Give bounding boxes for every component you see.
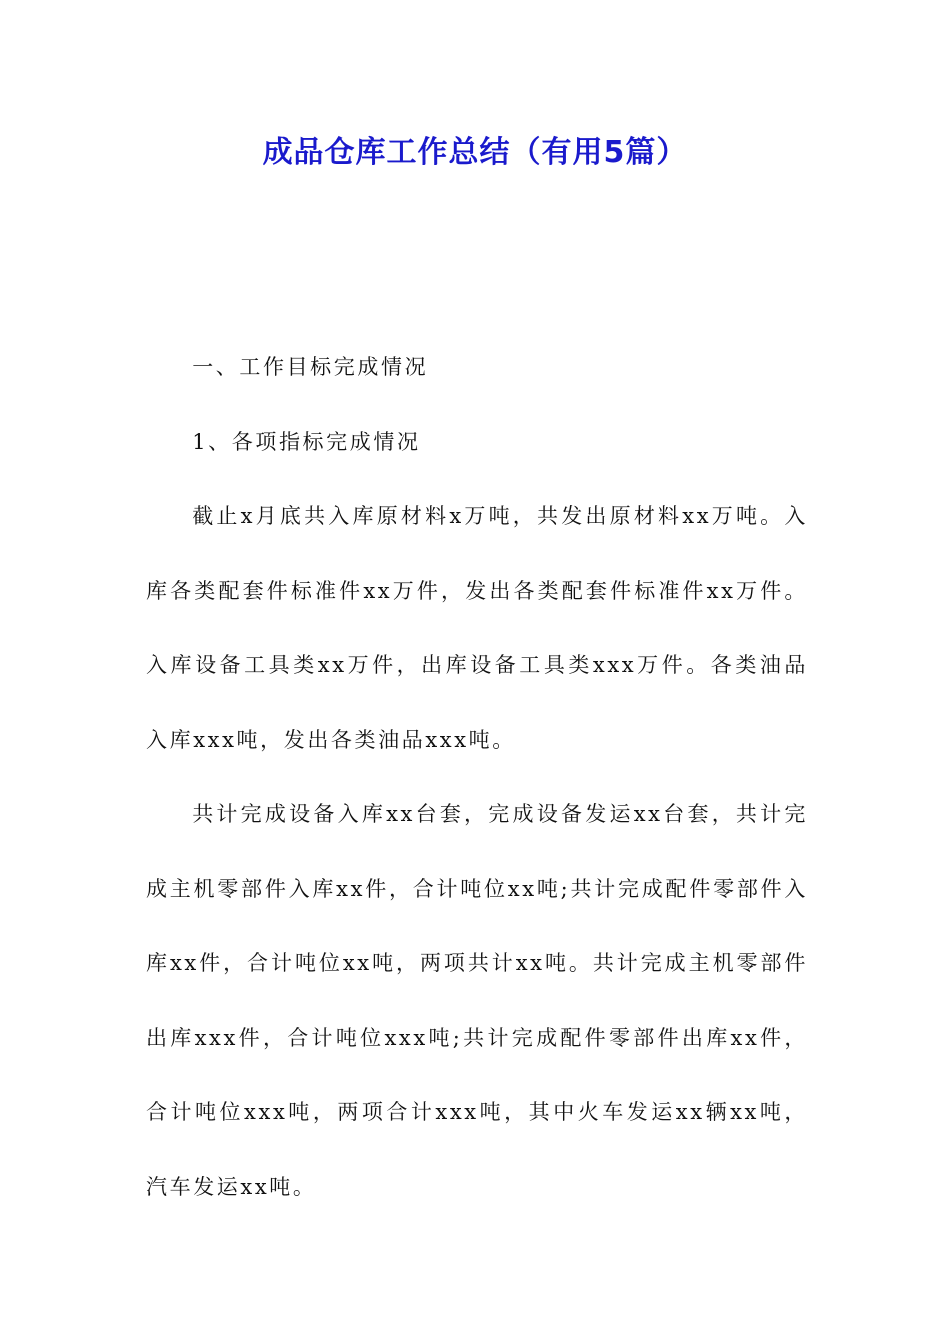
document-body: [146, 330, 808, 1224]
body-paragraph: 共计完成设备入库xx台套，完成设备发运xx台套，共计完成主机零部件入库xx件，合计吨位xx吨;共计完成配件零部件入库xx件，合计吨位xx吨，两项共计xx吨。共计完成主机零部件出库xxx件，合计吨位xxx吨;共计完成配件零部件出库xx件，合计吨位xxx吨，两项合计xxx吨，其中火车发运xx辆xx吨，汽车发运xx吨。: [146, 802, 808, 1199]
section-heading: 一、工作目标完成情况: [192, 355, 429, 379]
body-paragraph: 截止x月底共入库原材料x万吨，共发出原材料xx万吨。入库各类配套件标准件xx万件，发出各类配套件标准件xx万件。入库设备工具类xx万件，出库设备工具类xxx万件。各类油品入库xxx吨，发出各类油品xxx吨。: [146, 504, 808, 752]
document-title: 成品仓库工作总结（有用5篇）: [262, 135, 688, 170]
subsection-heading: 1、各项指标完成情况: [192, 429, 421, 454]
